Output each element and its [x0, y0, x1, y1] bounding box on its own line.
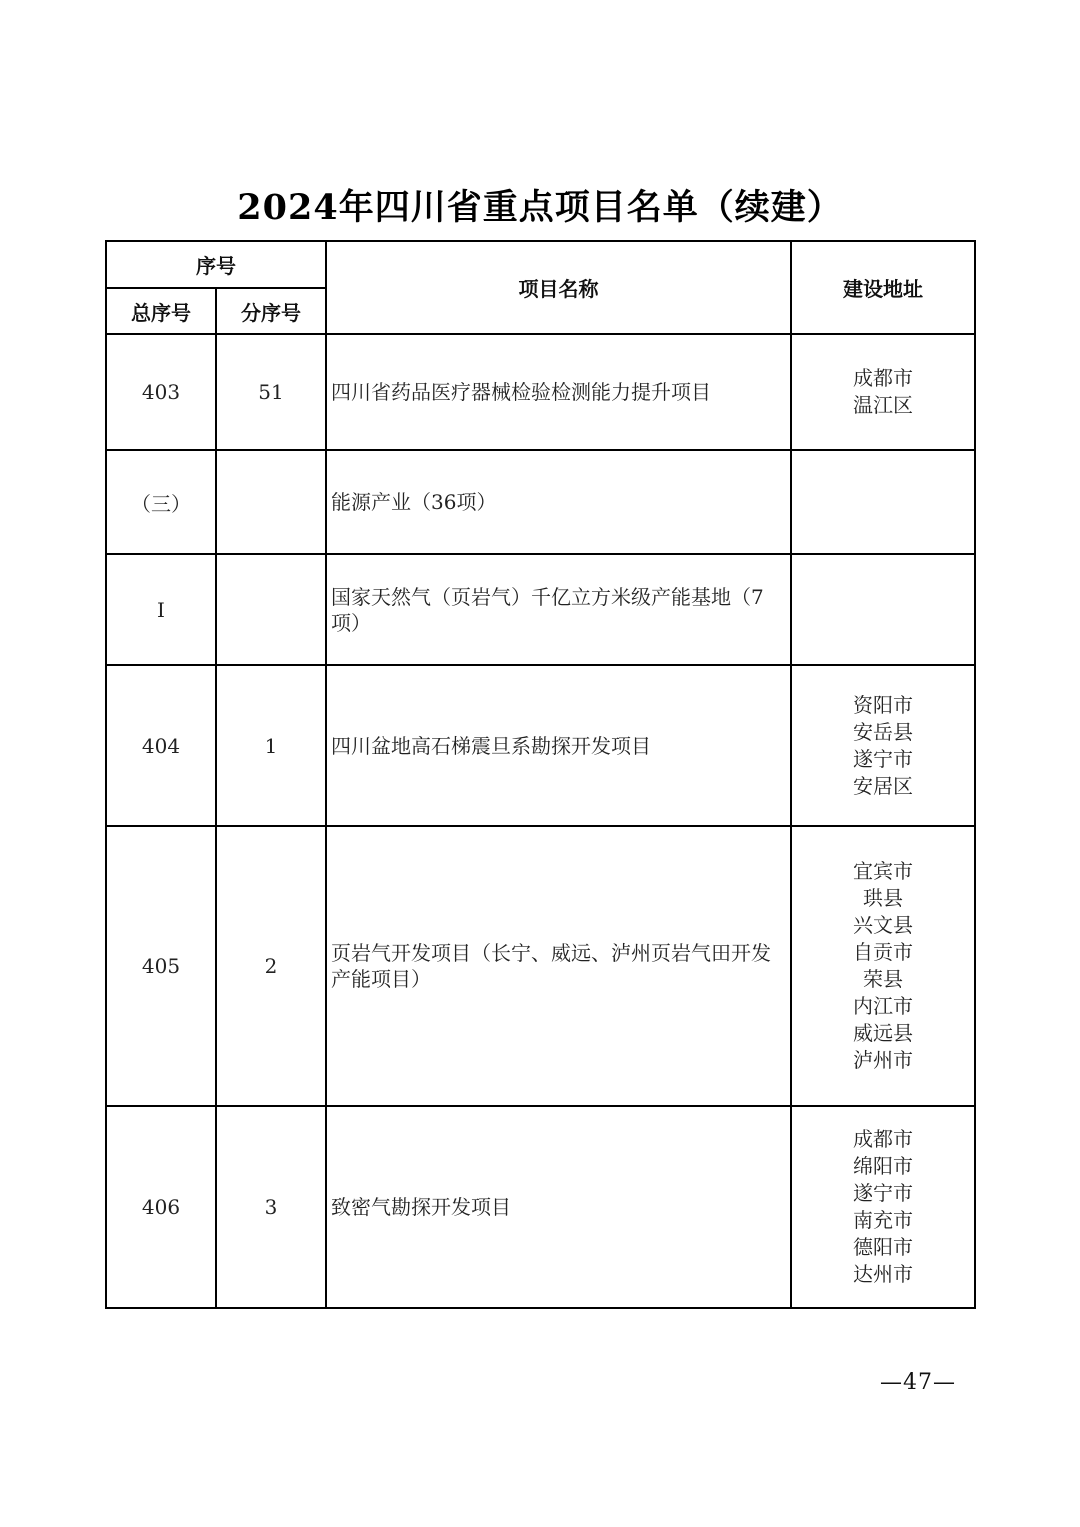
location-line: 德阳市 — [853, 1235, 913, 1259]
table-row — [106, 554, 975, 665]
header-project-name: 项目名称 — [326, 241, 791, 334]
location-line: 遂宁市 — [853, 1181, 913, 1205]
location — [791, 1106, 975, 1308]
location — [791, 665, 975, 826]
location-line: 成都市 — [853, 1127, 913, 1151]
page-number: —47— — [880, 1370, 956, 1395]
location-line: 温江区 — [853, 393, 913, 417]
sub-seq — [216, 554, 326, 665]
sub-seq: 51 — [216, 334, 326, 450]
header-total-seq: 总序号 — [106, 288, 216, 334]
table-row — [106, 334, 975, 450]
table-row — [106, 665, 975, 826]
location-line: 兴文县 — [853, 913, 913, 937]
location-line: 自贡市 — [853, 940, 913, 964]
location-line: 资阳市 — [853, 692, 913, 717]
page-title: 2024年四川省重点项目名单（续建） — [237, 187, 843, 228]
subcategory-name: 国家天然气（页岩气）千亿立方米级产能基地（7项） — [326, 554, 791, 665]
table-row — [106, 450, 975, 554]
location — [791, 334, 975, 450]
total-seq: 406 — [106, 1106, 216, 1308]
location-line: 达州市 — [853, 1262, 913, 1286]
sub-seq: 3 — [216, 1106, 326, 1308]
location-line: 泸州市 — [853, 1048, 913, 1072]
location-line: 遂宁市 — [853, 746, 913, 771]
location-line: 内江市 — [853, 994, 913, 1018]
location-line: 成都市 — [853, 366, 913, 390]
project-table — [105, 240, 976, 1309]
location-line: 安岳县 — [853, 719, 913, 744]
total-seq: （三） — [106, 450, 216, 554]
total-seq: 404 — [106, 665, 216, 826]
sub-seq: 1 — [216, 665, 326, 826]
location-line: 安居区 — [853, 773, 913, 798]
sub-seq: 2 — [216, 826, 326, 1106]
location — [791, 450, 975, 554]
total-seq: I — [106, 554, 216, 665]
location-line: 威远县 — [853, 1021, 913, 1045]
project-name: 四川省药品医疗器械检验检测能力提升项目 — [326, 334, 791, 450]
total-seq: 405 — [106, 826, 216, 1106]
category-name: 能源产业（36项） — [326, 450, 791, 554]
sub-seq — [216, 450, 326, 554]
location-line: 绵阳市 — [853, 1154, 913, 1178]
header-location: 建设地址 — [791, 241, 975, 334]
table-row — [106, 1106, 975, 1308]
location — [791, 554, 975, 665]
header-sub-seq: 分序号 — [216, 288, 326, 334]
location-line: 珙县 — [863, 886, 903, 910]
location-line: 南充市 — [853, 1208, 913, 1232]
project-name: 致密气勘探开发项目 — [326, 1106, 791, 1308]
location-line: 宜宾市 — [853, 859, 913, 883]
header-seq-group: 序号 — [106, 241, 326, 288]
table-row — [106, 826, 975, 1106]
total-seq: 403 — [106, 334, 216, 450]
project-name: 四川盆地高石梯震旦系勘探开发项目 — [326, 665, 791, 826]
project-name: 页岩气开发项目（长宁、威远、泸州页岩气田开发产能项目） — [326, 826, 791, 1106]
location — [791, 826, 975, 1106]
location-line: 荣县 — [863, 967, 903, 991]
